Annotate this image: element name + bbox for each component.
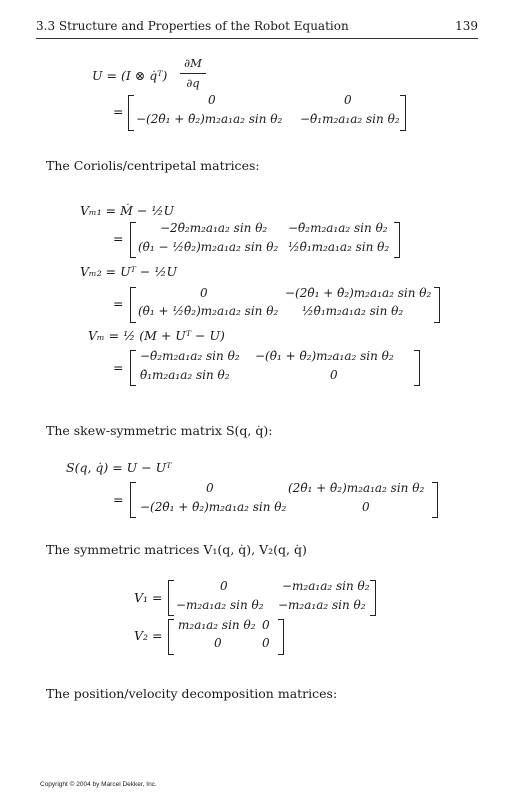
matrix-cell: −(2θ̇₁ + θ̇₂)m₂a₁a₂ sin θ₂ bbox=[136, 112, 283, 126]
left-bracket bbox=[130, 350, 136, 386]
matrix-cell: 0 bbox=[262, 618, 270, 632]
equation-V2-lhs: V₂ = bbox=[134, 628, 163, 643]
text-coriolis: The Coriolis/centripetal matrices: bbox=[46, 158, 260, 173]
left-bracket bbox=[130, 482, 136, 518]
equation-Vm1-lhs: Vₘ₁ = Ṁ − ½U bbox=[80, 203, 174, 218]
partial-derivative-fraction bbox=[180, 56, 206, 92]
header-rule bbox=[36, 38, 478, 39]
matrix-cell: ½θ̇₁m₂a₁a₂ sin θ₂ bbox=[288, 240, 390, 254]
matrix-cell: 0 bbox=[214, 636, 222, 650]
matrix-cell: −θ̇₂m₂a₁a₂ sin θ₂ bbox=[140, 349, 240, 363]
equals-sign: = bbox=[113, 360, 124, 375]
copyright-notice: Copyright © 2004 by Marcel Dekker, Inc. bbox=[40, 781, 157, 788]
text-symmetric: The symmetric matrices V₁(q, q̇), V₂(q, q̇) bbox=[46, 542, 307, 557]
text-position-velocity: The position/velocity decomposition matrices: bbox=[46, 686, 338, 701]
matrix-cell: −θ̇₂m₂a₁a₂ sin θ₂ bbox=[288, 221, 388, 235]
right-bracket bbox=[370, 580, 376, 616]
equals-sign: = bbox=[113, 231, 124, 246]
matrix-cell: 0 bbox=[344, 93, 352, 107]
matrix-cell: m₂a₁a₂ sin θ₂ bbox=[178, 618, 256, 632]
equals-sign: = bbox=[113, 104, 124, 119]
matrix-cell: −(2θ̇₁ + θ̇₂)m₂a₁a₂ sin θ₂ bbox=[140, 500, 287, 514]
matrix-cell: (2θ̇₁ + θ̇₂)m₂a₁a₂ sin θ₂ bbox=[288, 481, 425, 495]
matrix-cell: −2θ̇₂m₂a₁a₂ sin θ₂ bbox=[160, 221, 268, 235]
matrix-cell: 0 bbox=[330, 368, 338, 382]
left-bracket bbox=[130, 287, 136, 323]
matrix-cell: ½θ̇₁m₂a₁a₂ sin θ₂ bbox=[302, 304, 404, 318]
left-bracket bbox=[168, 580, 174, 616]
matrix-cell: −m₂a₁a₂ sin θ₂ bbox=[278, 598, 366, 612]
matrix-cell: (θ̇₁ + ½θ̇₂)m₂a₁a₂ sin θ₂ bbox=[138, 304, 279, 318]
equation-U-lhs: U = (I ⊗ q̇ᵀ) bbox=[92, 68, 168, 83]
matrix-cell: 0 bbox=[206, 481, 214, 495]
matrix-cell: 0 bbox=[220, 579, 228, 593]
matrix-cell: −m₂a₁a₂ sin θ₂ bbox=[176, 598, 264, 612]
equation-S-lhs: S(q, q̇) = U − Uᵀ bbox=[66, 460, 172, 475]
right-bracket bbox=[434, 287, 440, 323]
right-bracket bbox=[394, 222, 400, 258]
right-bracket bbox=[400, 95, 406, 131]
equation-V1-lhs: V₁ = bbox=[134, 590, 163, 605]
right-bracket bbox=[414, 350, 420, 386]
right-bracket bbox=[432, 482, 438, 518]
text-skew-symmetric: The skew-symmetric matrix S(q, q̇): bbox=[46, 423, 273, 438]
equation-Vm-lhs: Vₘ = ½ (M + Uᵀ − U) bbox=[88, 328, 225, 343]
matrix-cell: −(2θ̇₁ + θ̇₂)m₂a₁a₂ sin θ₂ bbox=[285, 286, 432, 300]
matrix-cell: (θ̇₁ − ½θ̇₂)m₂a₁a₂ sin θ₂ bbox=[138, 240, 279, 254]
left-bracket bbox=[128, 95, 134, 131]
equation-Vm2-lhs: Vₘ₂ = Uᵀ − ½U bbox=[80, 264, 177, 279]
equals-sign: = bbox=[113, 492, 124, 507]
left-bracket bbox=[168, 619, 174, 655]
fraction-bar bbox=[180, 73, 206, 74]
right-bracket bbox=[278, 619, 284, 655]
equals-sign: = bbox=[113, 296, 124, 311]
section-title: 3.3 Structure and Properties of the Robot Equation bbox=[36, 19, 349, 33]
matrix-cell: 0 bbox=[208, 93, 216, 107]
matrix-cell: 0 bbox=[262, 636, 270, 650]
matrix-cell: −θ̇₁m₂a₁a₂ sin θ₂ bbox=[300, 112, 400, 126]
matrix-cell: −(θ̇₁ + θ̇₂)m₂a₁a₂ sin θ₂ bbox=[255, 349, 394, 363]
left-bracket bbox=[130, 222, 136, 258]
matrix-cell: 0 bbox=[200, 286, 208, 300]
matrix-cell: 0 bbox=[362, 500, 370, 514]
page-number: 139 bbox=[455, 19, 478, 33]
fraction-numerator: ∂M bbox=[184, 56, 202, 70]
matrix-cell: θ̇₁m₂a₁a₂ sin θ₂ bbox=[140, 368, 230, 382]
running-header bbox=[36, 19, 478, 35]
fraction-denominator: ∂q bbox=[186, 76, 200, 90]
matrix-cell: −m₂a₁a₂ sin θ₂ bbox=[282, 579, 370, 593]
